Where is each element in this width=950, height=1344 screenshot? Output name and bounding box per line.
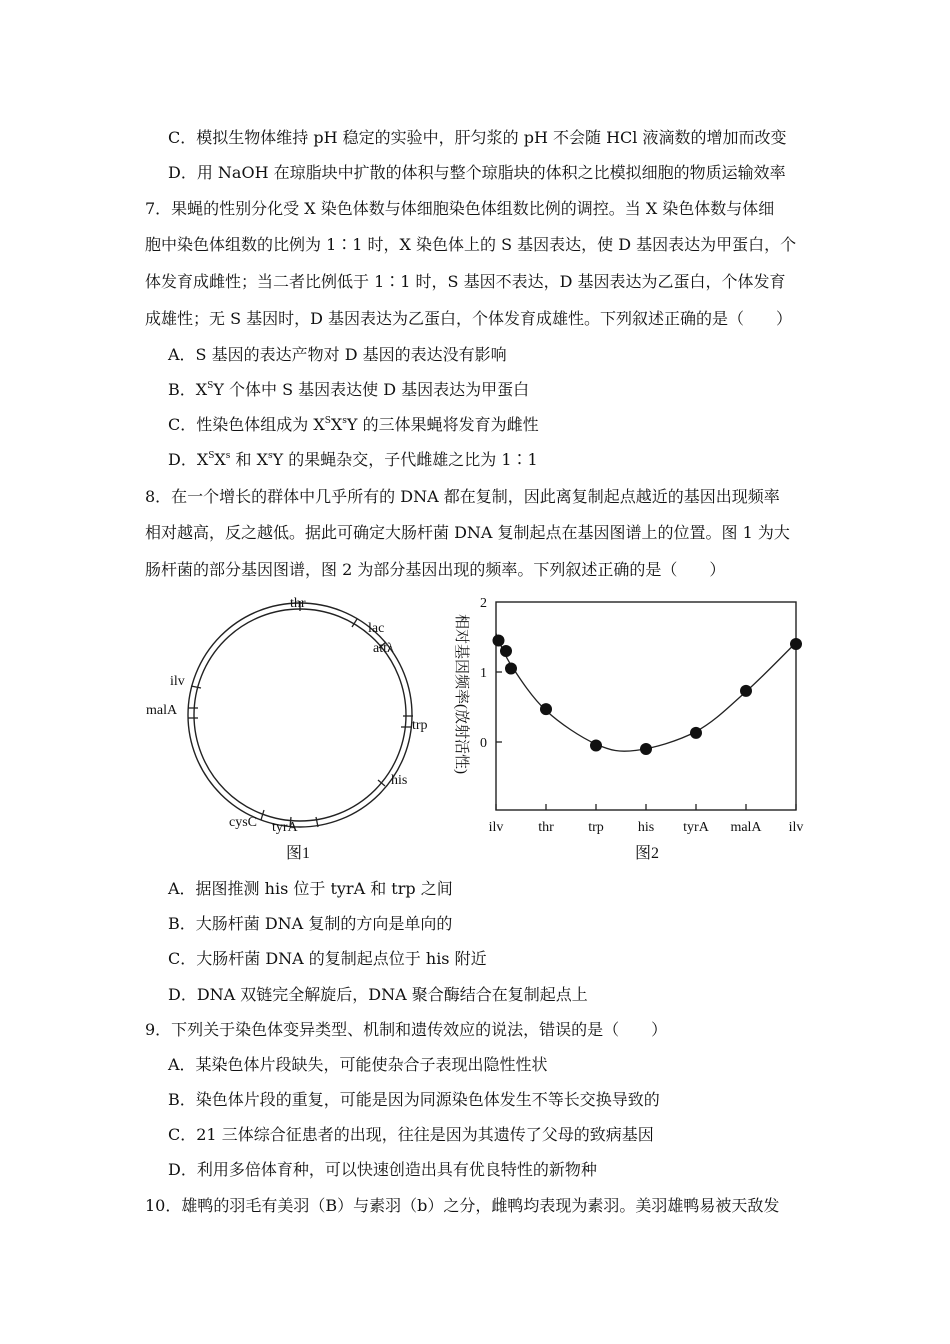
x-tick-label: his bbox=[637, 820, 655, 835]
q10-stem: 10．雄鸭的羽毛有美羽（B）与素羽（b）之分，雌鸭均表现为素羽。美羽雄鸭易被天敌发 bbox=[145, 1196, 780, 1215]
label-att: attλ bbox=[373, 641, 394, 656]
data-point bbox=[790, 638, 802, 650]
data-point bbox=[590, 740, 602, 752]
q9-option-b: B．染色体片段的重复，可能是因为同源染色体发生不等长交换导致的 bbox=[168, 1090, 660, 1109]
ytick-label-1: 1 bbox=[480, 666, 487, 681]
y-axis-label: 相对基因频率(放射活性) bbox=[453, 614, 469, 774]
q8-option-b: B．大肠杆菌 DNA 复制的方向是单向的 bbox=[168, 914, 453, 933]
q8-option-c: C．大肠杆菌 DNA 的复制起点位于 his 附近 bbox=[168, 949, 487, 968]
data-point bbox=[690, 727, 702, 739]
q9-option-a: A．某染色体片段缺失，可能使杂合子表现出隐性性状 bbox=[168, 1055, 548, 1074]
data-points bbox=[493, 635, 803, 756]
q7-stem-line-1: 7．果蝇的性别分化受 X 染色体数与体细胞染色体组数比例的调控。当 X 染色体数与体细 bbox=[145, 199, 775, 218]
label-thr: thr bbox=[290, 596, 306, 611]
label-cysC: cysC bbox=[229, 815, 257, 830]
label-lac: lac bbox=[368, 621, 385, 636]
tick-ilv bbox=[191, 686, 201, 688]
label-ilv: ilv bbox=[170, 674, 185, 689]
data-point bbox=[540, 703, 552, 715]
data-point bbox=[505, 663, 517, 675]
x-tick-label: tyrA bbox=[683, 820, 709, 835]
fig2-caption: 图2 bbox=[635, 845, 660, 862]
q7-stem-line-4: 成雄性；无 S 基因时，D 基因表达为乙蛋白，个体发育成雄性。下列叙述正确的是（ ） bbox=[145, 309, 793, 328]
fig1-caption: 图1 bbox=[286, 845, 311, 862]
data-point bbox=[500, 645, 512, 657]
data-point bbox=[640, 743, 652, 755]
q8-stem-line-2: 相对越高，反之越低。据此可确定大肠杆菌 DNA 复制起点在基因图谱上的位置。图 1 为大 bbox=[145, 523, 790, 542]
x-tick-label: thr bbox=[538, 820, 554, 835]
data-point bbox=[740, 685, 752, 697]
q7-option-c: C．性染色体组成为 $X^SX^sY$ 的三体果蝇将发育为雌性 bbox=[168, 415, 539, 434]
q8-option-a: A．据图推测 his 位于 tyrA 和 trp 之间 bbox=[168, 879, 453, 898]
ytick-label-2: 2 bbox=[480, 596, 487, 611]
q7-option-a: A．S 基因的表达产物对 D 基因的表达没有影响 bbox=[168, 345, 507, 364]
q9-option-d: D．利用多倍体育种，可以快速创造出具有优良特性的新物种 bbox=[168, 1160, 597, 1179]
map-outer-circle bbox=[188, 603, 412, 827]
q9-option-c: C．21 三体综合征患者的出现，往往是因为其遗传了父母的致病基因 bbox=[168, 1125, 654, 1144]
x-ticks bbox=[489, 804, 804, 835]
fig2-chart bbox=[453, 596, 803, 862]
q9-stem: 9．下列关于染色体变异类型、机制和遗传效应的说法，错误的是（ ） bbox=[145, 1020, 668, 1039]
q8-stem-line-1: 8．在一个增长的群体中几乎所有的 DNA 都在复制，因此离复制起点越近的基因出现频率 bbox=[145, 487, 780, 506]
x-tick-label: ilv bbox=[788, 820, 804, 835]
q7-option-d: D．$X^SX^s$ 和 $X^sY$ 的果蝇杂交，子代雌雄之比为 1∶1 bbox=[168, 450, 538, 469]
label-his: his bbox=[391, 773, 408, 788]
q6-option-d: D．用 NaOH 在琼脂块中扩散的体积与整个琼脂块的体积之比模拟细胞的物质运输效率 bbox=[168, 163, 786, 182]
label-tyrA: tyrA bbox=[272, 820, 298, 835]
figures-svg bbox=[140, 590, 820, 865]
q7-stem-line-2: 胞中染色体组数的比例为 1∶1 时，X 染色体上的 S 基因表达，使 D 基因表达为甲蛋白，个 bbox=[145, 235, 797, 254]
x-tick-label: ilv bbox=[488, 820, 504, 835]
q7-option-b: B．$X^SY$ 个体中 S 基因表达使 D 基因表达为甲蛋白 bbox=[168, 380, 530, 399]
x-tick-label: trp bbox=[588, 820, 604, 835]
data-point bbox=[493, 635, 505, 647]
q7-stem-line-3: 体发育成雌性；当二者比例低于 1∶1 时，S 基因不表达，D 基因表达为乙蛋白，个体发育 bbox=[145, 272, 786, 291]
q8-figures bbox=[140, 590, 820, 865]
fig1-gene-map bbox=[146, 596, 428, 862]
q8-option-d: D．DNA 双链完全解旋后，DNA 聚合酶结合在复制起点上 bbox=[168, 985, 588, 1004]
q6-option-c: C．模拟生物体维持 pH 稳定的实验中，肝匀浆的 pH 不会随 HCl 液滴数的增加而改变 bbox=[168, 128, 787, 147]
q8-stem-line-3: 肠杆菌的部分基因图谱，图 2 为部分基因出现的频率。下列叙述正确的是（ ） bbox=[145, 560, 726, 579]
x-tick-label: malA bbox=[730, 820, 762, 835]
label-malA: malA bbox=[146, 703, 178, 718]
label-trp: trp bbox=[412, 718, 428, 733]
ytick-label-0: 0 bbox=[480, 736, 487, 751]
